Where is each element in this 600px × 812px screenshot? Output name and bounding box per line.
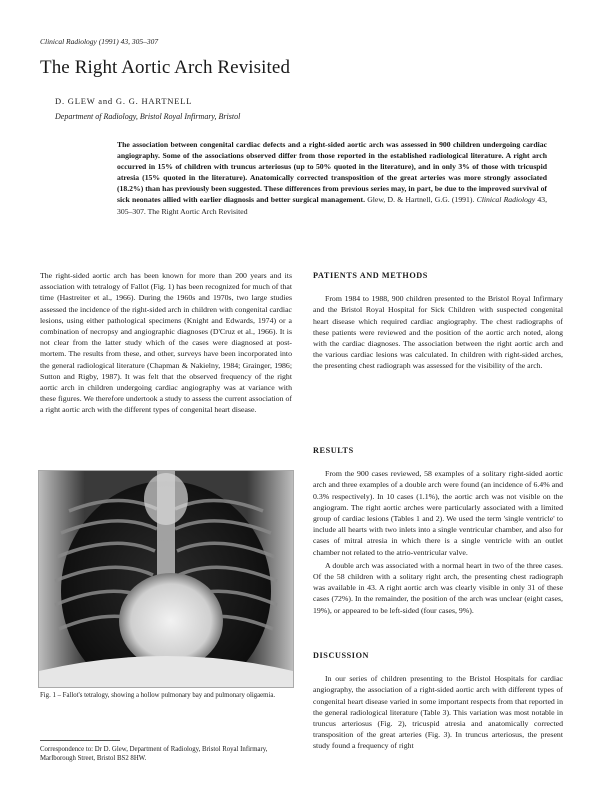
citation-journal: Clinical Radiology bbox=[476, 195, 536, 205]
discussion-section bbox=[313, 650, 563, 752]
footnote-divider bbox=[40, 740, 120, 741]
intro-paragraph: The right-sided aortic arch has been known for more than 200 years and its association with tetralogy of Fallot (Fig. 1) has been recognized for much of that time (Hastreiter et al., 1966). During the 1960s and 1970s, two large studies assessed the incidence of the right-sided arch in children with congenital cardiac lesions, using either pathological specimens (Knight and Edwards, 1974) or a combination of necropsy and angiographic diagnoses (D'Cruz et al., 1966). It is not clear from the latter study which of the cases were diagnosed at post-mortem. The results from these, and other, surveys have been incorporated into the general radiological literature (Chapman & Nakielny, 1984; Grainger, 1986; Sutton and Rigby, 1987). It was felt that the observed frequency of the right aortic arch in children undergoing cardiac angiography was at variance with these figures. We therefore undertook a study to assess the current association of a right aortic arch with the different types of congenital heart disease. bbox=[40, 271, 292, 415]
journal-header: Clinical Radiology (1991) 43, 305–307 bbox=[40, 37, 159, 46]
discussion-paragraph: In our series of children presenting to the Bristol Hospitals for cardiac angiography, the association of a right-sided aortic arch with different types of congenital heart disease varied in some important respects from that reported in the general radiological literature (Table 3). This variation was most notable in truncus arteriosus (Fig. 2), tricuspid atresia and anatomically corrected transposition of the great arteries (Fig. 3). In truncus arteriosus, the present study found a frequency of right bbox=[313, 674, 563, 751]
intro-column bbox=[40, 270, 292, 416]
figure-caption: Fig. 1 – Fallot's tetralogy, showing a hollow pulmonary bay and pulmonary oligaemia. bbox=[40, 692, 276, 699]
chest-radiograph-image bbox=[39, 471, 293, 687]
methods-paragraph: From 1984 to 1988, 900 children presented to the Bristol Royal Infirmary and the Bristol Royal Hospital for Sick Children with suspected congenital heart disease which required cardiac angiography. The chest radiographs of these patients were reviewed and the position of the aortic arch noted, along with the cardiac diagnoses. The association between the right aortic arch and the various cardiac lesions was calculated. In children with right-sided arches, the presenting chest radiograph was assessed for the visibility of the arch. bbox=[313, 294, 563, 371]
results-paragraph-2: A double arch was associated with a normal heart in two of the three cases. Of the 58 children with a solitary right arch, the presenting chest radiograph was available in 43. A right aortic arch was clearly visible in only 31 of these cases (72%). In the remainder, the position of the arch was unclear (eight cases, 19%), or appeared to be left-sided (four cases, 9%). bbox=[313, 560, 563, 615]
citation-authors: Glew, D. & Hartnell, G.G. (1991). bbox=[367, 195, 475, 205]
abstract-body: The association between congenital cardiac defects and a right-sided aortic arch was assessed in 900 children undergoing cardiac angiography. Some of the associations observed differ from those reported in the established radiological literature. A right arch occurred in 15% of children with truncus arteriosus (up to 50% quoted in the literature), and in only 3% of those with tricuspid atresia (15% quoted in the literature). Anatomically corrected transposition of the great arteries was more strongly associated (18.2%) than has previously been suggested. These differences from previous series may, in part, be due to the improved survival of sick neonates allied with earlier diagnosis and better surgical management. bbox=[117, 140, 547, 205]
results-paragraph-1: From the 900 cases reviewed, 58 examples of a solitary right-sided aortic arch and three examples of a double arch were found (an incidence of 6.4% and 0.3% respectively). In 10 cases (1.1%), the aortic arch was not visible on the angiogram. The right aortic arches were particularly associated with a limited group of cardiac lesions (Tables 1 and 2). We used the term 'single ventricle' to include all hearts with two inlets into a single ventricular chamber, and also for cases of mitral atresia in which there is a single ventricle with an outlet chamber not related to the atrio-ventricular valve. bbox=[313, 469, 563, 557]
citation-tail: 43, 305–307. The Right Aortic Arch Revisited bbox=[117, 195, 548, 216]
results-section bbox=[313, 445, 563, 616]
abstract bbox=[117, 139, 547, 217]
results-heading: RESULTS bbox=[313, 446, 354, 455]
article-title: The Right Aortic Arch Revisited bbox=[40, 57, 291, 78]
article-authors: D. GLEW and G. G. HARTNELL bbox=[55, 96, 193, 106]
methods-section bbox=[313, 270, 563, 372]
article-affiliation: Department of Radiology, Bristol Royal Infirmary, Bristol bbox=[55, 112, 241, 121]
discussion-heading: DISCUSSION bbox=[313, 651, 370, 660]
methods-heading: PATIENTS AND METHODS bbox=[313, 271, 428, 280]
figure-chest-radiograph bbox=[38, 470, 294, 688]
correspondence-footnote: Correspondence to: Dr D. Glew, Department of Radiology, Bristol Royal Infirmary, Marlborough Street, Bristol BS2 8HW. bbox=[40, 746, 268, 762]
